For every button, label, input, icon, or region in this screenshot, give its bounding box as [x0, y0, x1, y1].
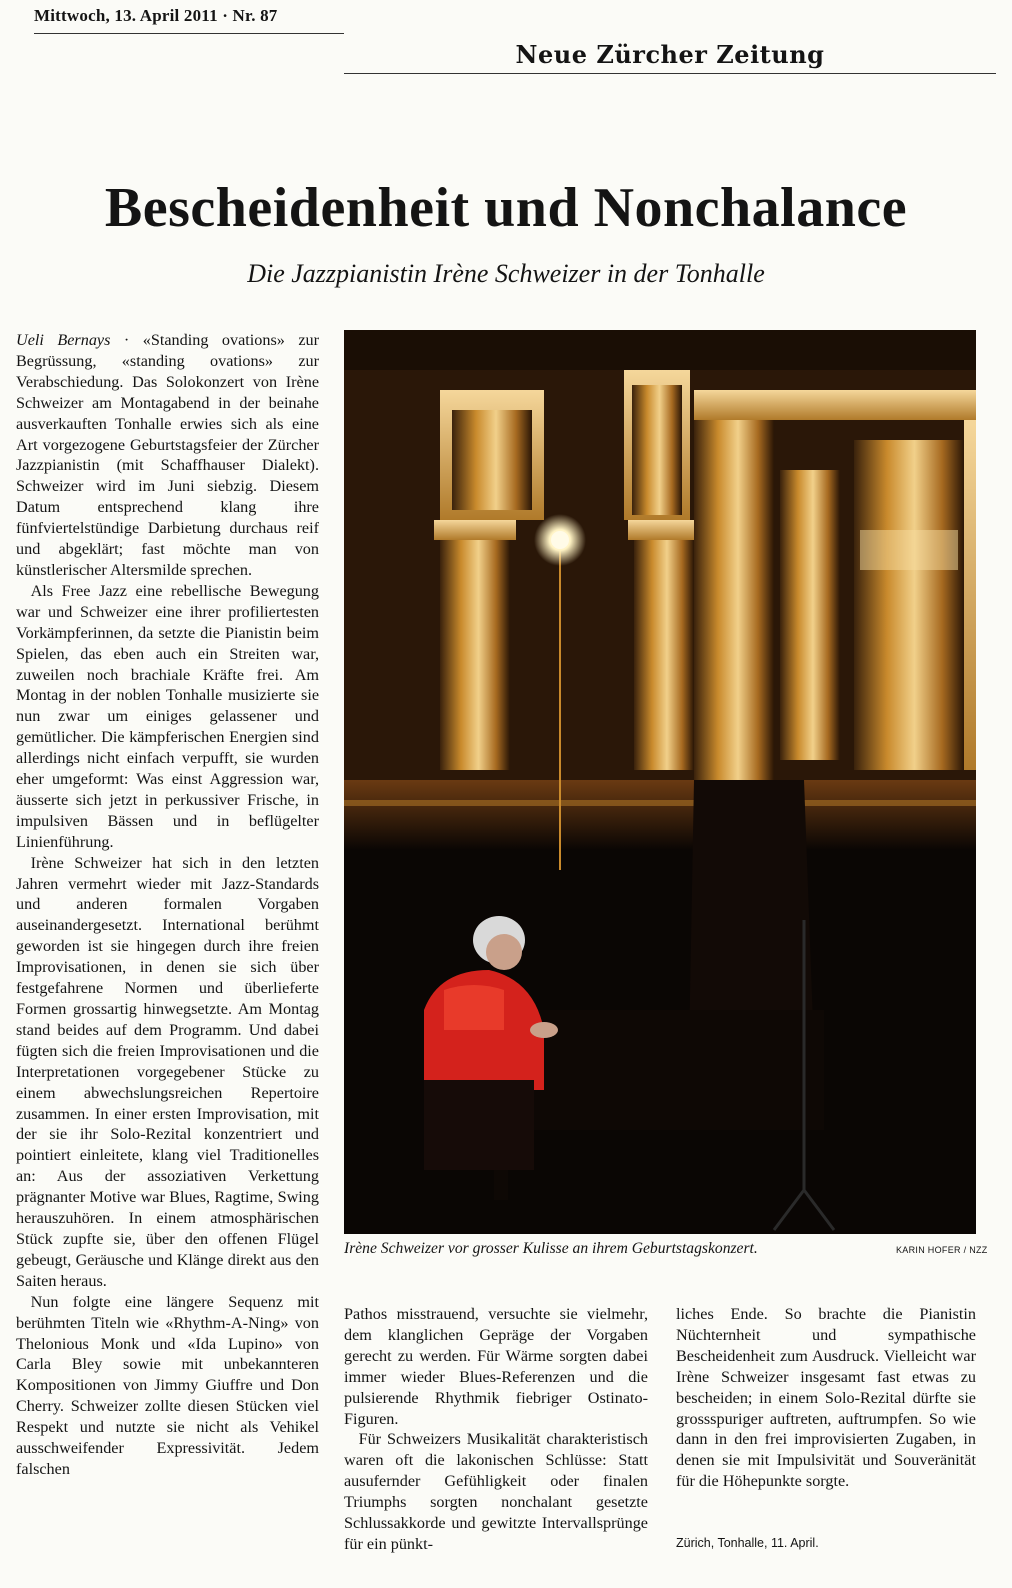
- photo-caption: Irène Schweizer vor grosser Kulisse an ihrem Geburtstagskonzert.: [344, 1240, 758, 1257]
- article-paragraph: Nun folgte eine längere Sequenz mit berühmten Titeln wie «Rhythm-A-Ning» von Thelonious Monk und «Ida Lupino» von Carla Bley sowie mit unbekannteren Kompositionen von Jimmy Giuffre und Don Cherry. Schweizer zollte diesen Stücken viel Respekt und nutzte sie nicht als Vehikel ausschweifender Expressivität. Jedem falschen: [16, 1292, 319, 1478]
- article-paragraph: Irène Schweizer hat sich in den letzten Jahren vermehrt wieder mit Jazz-Standards und anderen formalen Vorgaben auseinandergesetzt. International berühmt geworden ist sie hingegen durch ihre freien Improvisationen, in denen sie sich über festgefahrene Normen und überlieferte Formen grossartig hinwegsetzte. Am Montag stand beides auf dem Programm. Und dabei fügten sich die freien Improvisationen und die Interpretationen vorgegebener Stücke zu einem abwechslungsreichen Repertoire zusammen. In einer ersten Improvisation, mit der sie ihr Solo-Rezital konzentriert und pointiert einleitete, klang viel Traditionelles an: Aus der assoziativen Verkettung prägnanter Motive war Blues, Ragtime, Swing herauszuhören. In einem atmosphärischen Stück zupfte sie, über den offenen Flügel gebeugt, Geräusche und Klänge direkt aus den Saiten heraus.: [16, 853, 319, 1290]
- article-subheadline: Die Jazzpianistin Irène Schweizer in der Tonhalle: [247, 259, 765, 288]
- issue-date-line: Mittwoch, 13. April 2011 · Nr. 87: [34, 6, 278, 25]
- article-paragraph: Für Schweizers Musikalität charakteristisch waren oft die lakonischen Schlüsse: Statt ausufernder Gefühligkeit oder finalen Triumphs sorgten nonchalant gesetzte Schlussakkorde und gewitzte Intervallsprünge für ein pünkt-: [344, 1430, 648, 1553]
- article-column-1: [16, 330, 319, 1480]
- header-rule: [34, 33, 344, 34]
- article-paragraph: Als Free Jazz eine rebellische Bewegung war und Schweizer eine ihrer profiliertesten Vorkämpferinnen, da setzte die Pianistin beim Spielen, das eben auch ein Streiten war, zuweilen noch brachiale Kräfte frei. Am Montag in der noblen Tonhalle musizierte sie nun zwar um einiges gelassener und gemütlicher. Die kämpferischen Energien sind allerdings nicht einfach verpufft, sie wurden eher umgeformt: Was einst Aggression war, äusserte sich jetzt in perkussiver Frische, in impulsiven Bässen und in beflügelter Linienführung.: [16, 581, 319, 851]
- concert-photo: [344, 330, 976, 1234]
- article-column-2: [344, 1304, 648, 1555]
- article-paragraph: [16, 330, 319, 581]
- article-headline: Bescheidenheit und Nonchalance: [104, 177, 908, 239]
- article-dateline: Zürich, Tonhalle, 11. April.: [676, 1536, 819, 1550]
- article-author: Ueli Bernays: [16, 331, 111, 349]
- organ-stage-illustration: [344, 330, 976, 1234]
- newspaper-masthead: Neue Zürcher Zeitung: [515, 40, 825, 69]
- article-paragraph: liches Ende. So brachte die Pianistin Nüchternheit und sympathische Bescheidenheit zum Ausdruck. Vielleicht war Irène Schweizer insgesamt fast etwas zu bescheiden; in einem Solo-Rezital dürfte sie grossspuriger auftreten, auftrumpfen. So wie dann in den frei improvisierten Zugaben, in denen sie mit Impulsivität und Souveränität für die Höhepunkte sorgte.: [676, 1305, 976, 1491]
- article-column-3: [676, 1304, 976, 1492]
- article-paragraph: Pathos misstrauend, versuchte sie vielmehr, dem klanglichen Gepräge der Vorgaben gerecht zu werden. Für Wärme sorgten dabei immer wieder Blues-Referenzen und die pulsierende Rhythmik fiebriger Ostinato-Figuren.: [344, 1305, 648, 1428]
- photo-credit: KARIN HOFER / NZZ: [896, 1245, 988, 1255]
- masthead-rule: [344, 73, 996, 74]
- lead-text: · «Standing ovations» zur Begrüssung, «standing ovations» zur Verabschiedung. Das Solokonzert von Irène Schweizer am Montagabend in der beinahe ausverkauften Tonhalle erwies sich als eine Art vorgezogene Geburtstagsfeier der Zürcher Jazzpianistin (mit Schaffhauser Dialekt). Schweizer wird im Juni siebzig. Diesem Datum entsprechend klang ihre fünfviertelstündige Darbietung durchaus reif und abgeklärt; fast möchte man von künstlerischer Altersmilde sprechen.: [16, 331, 319, 579]
